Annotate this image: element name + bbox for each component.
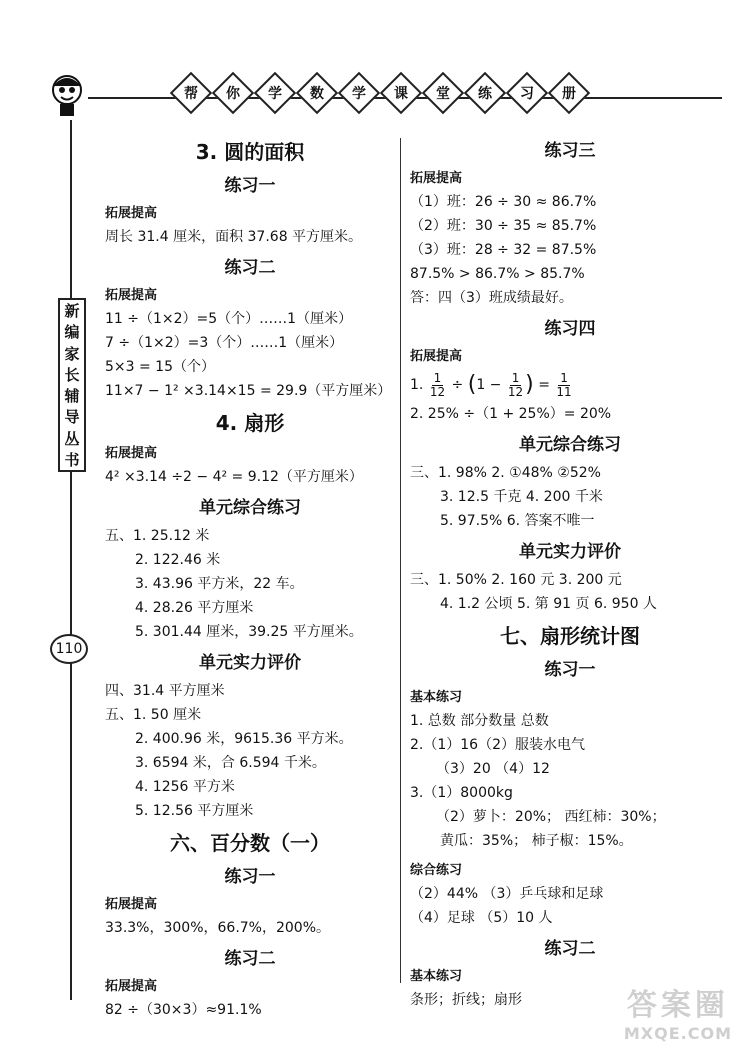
answer-line: （3）班：28 ÷ 32 = 87.5% (410, 242, 597, 258)
numerator: 1 (560, 370, 568, 385)
subheading: 拓展提高 (410, 171, 463, 186)
exercise-title: 练习三 (544, 141, 596, 161)
left-column (105, 132, 395, 1022)
series-char: 丛 (64, 429, 80, 448)
banner-char: 学 (338, 72, 380, 114)
watermark-logo (624, 980, 732, 1043)
section-title: 单元综合练习 (519, 435, 621, 455)
answer-line: 四、31.4 平方厘米 (105, 683, 225, 699)
page-number: 110 (50, 634, 88, 664)
banner-char: 帮 (170, 72, 212, 114)
section-title: 单元实力评价 (199, 653, 301, 673)
banner-char: 课 (380, 72, 422, 114)
answer-line: 三、1. 98% 2. ①48% ②52% (410, 465, 601, 481)
banner-char: 你 (212, 72, 254, 114)
banner-char: 堂 (422, 72, 464, 114)
exercise-title: 练习二 (224, 949, 276, 969)
equals: = (538, 377, 550, 393)
banner-char: 数 (296, 72, 338, 114)
subheading: 拓展提高 (105, 897, 158, 912)
denominator: 11 (556, 384, 572, 399)
series-char: 导 (64, 408, 80, 427)
answer-line: （1）班：26 ÷ 30 ≈ 86.7% (410, 194, 597, 210)
answer-line: （2）萝卜：20%； 西红柿：30%； (436, 809, 666, 825)
denominator: 12 (507, 384, 524, 399)
fraction (430, 372, 445, 399)
answer-line: 4. 28.26 平方厘米 (135, 600, 254, 616)
header-banner (176, 78, 584, 108)
subheading: 拓展提高 (105, 206, 158, 221)
answer-line: 周长 31.4 厘米，面积 37.68 平方厘米。 (105, 229, 363, 245)
series-title (58, 298, 86, 472)
paren-close: ) (525, 372, 534, 397)
inner-term: 1 − (476, 377, 502, 393)
mascot-icon (44, 70, 90, 118)
subheading: 基本练习 (410, 690, 463, 705)
answer-line: （2）班：30 ÷ 35 ≈ 85.7% (410, 218, 597, 234)
answer-line: 3. 12.5 千克 4. 200 千米 (440, 489, 603, 505)
answer-line: 87.5% > 86.7% > 85.7% (410, 266, 585, 282)
answer-line: 33.3%，300%，66.7%，200%。 (105, 920, 330, 936)
subheading: 综合练习 (410, 863, 463, 878)
subheading: 拓展提高 (105, 446, 158, 461)
answer-line: （4）足球 （5）10 人 (410, 910, 553, 926)
series-char: 编 (64, 323, 80, 342)
operator: ÷ (451, 377, 464, 393)
banner-char: 学 (254, 72, 296, 114)
answer-line: 黄瓜：35%； 柿子椒：15%。 (440, 833, 633, 849)
answer-line: 82 ÷（30×3）≈91.1% (105, 1002, 262, 1018)
answer-line: 五、1. 25.12 米 (105, 528, 210, 544)
fraction (556, 372, 571, 399)
series-char: 辅 (64, 387, 80, 406)
section-title: 4. 扇形 (215, 411, 285, 435)
banner-char: 练 (464, 72, 506, 114)
answer-line: 答：四（3）班成绩最好。 (410, 290, 573, 306)
answer-line: 五、1. 50 厘米 (105, 707, 202, 723)
exercise-title: 练习一 (544, 660, 596, 680)
answer-line: 2. 25% ÷（1 + 25%）= 20% (410, 406, 612, 422)
answer-line: （2）44% （3）乒乓球和足球 (410, 886, 604, 902)
answer-line: 1. 总数 部分数量 总数 (410, 713, 549, 729)
subheading: 基本练习 (410, 969, 463, 984)
fraction (508, 372, 523, 399)
answer-line: 5×3 = 15（个） (105, 359, 215, 375)
answer-line: 7 ÷（1×2）=3（个）……1（厘米） (105, 335, 344, 351)
subheading: 拓展提高 (105, 979, 158, 994)
exercise-title: 练习一 (224, 867, 276, 887)
answer-line: 11×7 − 1² ×3.14×15 = 29.9（平方厘米） (105, 383, 392, 399)
series-char: 家 (64, 344, 80, 363)
answer-line: 11 ÷（1×2）=5（个）……1（厘米） (105, 311, 353, 327)
answer-line: 2.（1）16（2）服装水电气 (410, 737, 585, 753)
answer-line: 3. 43.96 平方米，22 车。 (135, 576, 304, 592)
answer-line: 三、1. 50% 2. 160 元 3. 200 元 (410, 572, 622, 588)
section-title: 单元实力评价 (519, 542, 621, 562)
column-divider (400, 138, 401, 983)
answer-line: 4. 1.2 公顷 5. 第 91 页 6. 950 人 (440, 596, 657, 612)
chapter-title: 六、百分数（一） (170, 831, 330, 855)
numerator: 1 (433, 370, 442, 385)
subheading: 拓展提高 (410, 349, 463, 364)
answer-line: 4² ×3.14 ÷2 − 4² = 9.12（平方厘米） (105, 469, 363, 485)
answer-line: 3. 6594 米，合 6.594 千米。 (135, 755, 326, 771)
side-rule (70, 120, 72, 1000)
watermark-text: 答案圈 (626, 988, 729, 1023)
fraction-equation (410, 368, 730, 402)
series-char: 书 (64, 450, 80, 469)
denominator: 12 (429, 384, 446, 399)
series-char: 新 (64, 302, 80, 321)
section-title: 单元综合练习 (199, 498, 301, 518)
right-column (410, 132, 730, 1012)
answer-line: 5. 301.44 厘米，39.25 平方厘米。 (135, 624, 363, 640)
chapter-title: 七、扇形统计图 (500, 624, 640, 648)
exercise-title: 练习二 (224, 258, 276, 278)
banner-char: 习 (506, 72, 548, 114)
answer-line: 条形；折线；扇形 (410, 992, 522, 1008)
exercise-title: 练习二 (544, 939, 596, 959)
answer-line: 3.（1）8000kg (410, 785, 513, 801)
answer-line: 5. 12.56 平方厘米 (135, 803, 254, 819)
answer-line: 2. 400.96 米，9615.36 平方米。 (135, 731, 353, 747)
watermark-url: MXQE.COM (623, 1024, 732, 1043)
answer-line: 4. 1256 平方米 (135, 779, 235, 795)
paren-open: ( (467, 372, 477, 397)
numerator: 1 (511, 370, 520, 385)
section-title: 3. 圆的面积 (195, 140, 305, 164)
exercise-title: 练习四 (544, 319, 596, 339)
exercise-title: 练习一 (224, 176, 276, 196)
banner-char: 册 (548, 72, 590, 114)
subheading: 拓展提高 (105, 288, 158, 303)
series-char: 长 (64, 365, 80, 384)
answer-line: 5. 97.5% 6. 答案不唯一 (440, 513, 595, 529)
answer-line: （3）20 （4）12 (436, 761, 550, 777)
item-number: 1. (410, 377, 424, 393)
answer-line: 2. 122.46 米 (135, 552, 221, 568)
